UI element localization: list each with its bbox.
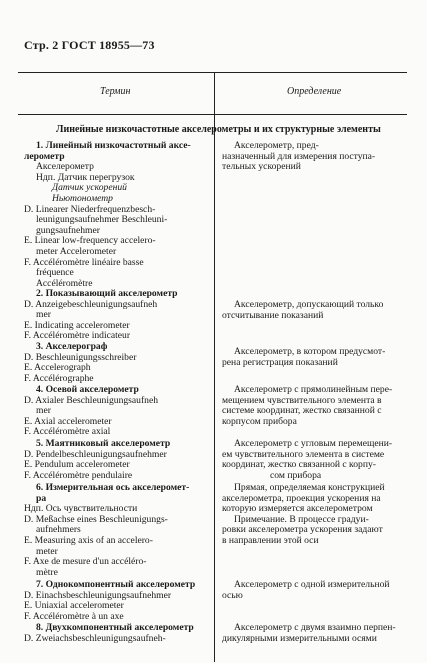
deprecated-term: Ндп. Ось чувствительности — [24, 504, 138, 515]
german-term: D. Zweiachsbeschleunigungsaufneh- — [24, 633, 166, 644]
entry-6-definition — [222, 483, 406, 547]
definition-line: Акселерометр, пред- — [234, 141, 319, 151]
english-term: E. Uniaxial accelerometer — [24, 601, 124, 612]
entry-2-term — [24, 289, 210, 342]
german-term-cont: leunigungsaufnehmer Beschleuni- — [36, 215, 168, 226]
definition-line: корпусом прибора — [222, 416, 297, 427]
definition-line: дикулярными измерительными осями — [222, 633, 377, 644]
german-term: D. Pendelbeschleunigungsaufnehmer — [24, 449, 167, 460]
note-line: ровки акселерометра ускорения задают — [222, 525, 383, 536]
section-title: Линейные низкочастотные акселерометры и их структурные элементы — [56, 124, 381, 135]
german-term-cont: mer — [36, 406, 51, 417]
entry-1-term — [24, 141, 210, 289]
definition-line: Акселерометр с одной измерительной — [234, 580, 390, 590]
german-term-cont: mer — [36, 310, 51, 321]
entry-7-definition — [222, 580, 406, 601]
term-name: 3. Акселерограф — [36, 342, 108, 352]
entry-6-term — [24, 483, 210, 578]
french-term: F. Accéléromètre axial — [24, 427, 111, 438]
definition-line: Акселерометр, допускающий только — [234, 300, 384, 310]
note-line: Примечание. В процессе градуи- — [234, 514, 369, 525]
term-name: 4. Осевой акселерометр — [36, 385, 139, 395]
definition-line: Акселерометр с угловым перемещени- — [234, 439, 393, 449]
definition-line: осью — [222, 590, 243, 601]
deprecated-term: Датчик ускорений — [52, 183, 127, 194]
entry-8-term — [24, 623, 210, 644]
french-term: F. Accélérographe — [24, 373, 94, 384]
term-name: 1. Линейный низкочастотный аксе- — [36, 141, 191, 151]
english-term: E. Pendulum accelerometer — [24, 460, 130, 471]
definition-line: Акселерометр с прямолинейным пере- — [234, 385, 393, 395]
column-header-definition: Определение — [287, 86, 342, 97]
german-term: D. Einachsbeschleunigungsaufnehmer — [24, 590, 172, 601]
term-name: 7. Однокомпонентный акселерометр — [36, 580, 196, 590]
entry-4-definition — [222, 385, 406, 427]
french-term: F. Accéléromètre indicateur — [24, 331, 131, 342]
entry-4-term — [24, 385, 210, 438]
entry-8-definition — [222, 623, 406, 644]
german-term-cont: gungsaufnehmer — [36, 225, 100, 236]
term-name: 8. Двухкомпонентный акселерометр — [36, 623, 194, 633]
term-name: 5. Маятниковый акселерометр — [36, 439, 171, 449]
definition-line: назначенный для измерения поступа- — [222, 151, 376, 162]
french-term: F. Accéléromètre pendulaire — [24, 470, 133, 481]
definition-line: координат, жестко связанной с корпу- — [222, 460, 376, 471]
definition-line: акселерометра, проекция ускорения на — [222, 493, 381, 504]
entry-3-term — [24, 342, 210, 384]
definition-line: ем чувствительного элемента в системе — [222, 449, 385, 460]
english-term: E. Measuring axis of an accelero- — [24, 535, 153, 546]
german-term: D. Meßachse eines Beschleunigungs- — [24, 514, 168, 525]
deprecated-term: Ндп. Датчик перегрузок — [36, 172, 135, 183]
entry-5-term — [24, 439, 210, 481]
term-name: 6. Измерительная ось акселеромет- — [36, 483, 190, 493]
definition-line: которую измеряется акселерометром — [222, 504, 373, 515]
english-term: E. Accelerograph — [24, 363, 91, 374]
deprecated-term: Ньютонометр — [52, 193, 113, 204]
term-name-cont: ра — [36, 493, 47, 504]
definition-line: тельных ускорений — [222, 162, 301, 173]
definition-line: отсчитывание показаний — [222, 310, 324, 321]
definition-line: системе координат, жестко связанной с — [222, 406, 382, 417]
page-header: Стр. 2 ГОСТ 18955—73 — [24, 38, 155, 52]
german-term: D. Anzeigebeschleunigungsaufneh — [24, 299, 158, 310]
english-term: E. Linear low-frequency accelero- — [24, 236, 156, 247]
short-term: Акселерометр — [36, 162, 94, 173]
entry-1-definition — [222, 141, 406, 173]
french-term: F. Axe de mesure d'un accéléro- — [24, 557, 147, 568]
definition-line: рена регистрация показаний — [222, 357, 338, 368]
definition-line: Акселерометр с двумя взаимно перпен- — [234, 623, 396, 633]
term-name-cont: лерометр — [24, 151, 65, 162]
column-header-term: Термин — [100, 86, 131, 97]
german-term: D. Beschleunigungsschreiber — [24, 352, 137, 363]
term-name: 2. Показывающий акселерометр — [36, 289, 178, 299]
french-term-cont: Accéléromètre — [36, 278, 93, 289]
definition-line: сом прибора — [270, 470, 322, 481]
english-term: E. Indicating accelerometer — [24, 320, 130, 331]
definition-line: мещением чувствительного элемента в — [222, 395, 382, 406]
german-term: D. Linearer Niederfrequenzbesch- — [24, 204, 156, 215]
definition-line: Акселерометр, в котором предусмот- — [234, 347, 386, 357]
definition-line: Прямая, определяемая конструкцией — [234, 483, 385, 493]
german-term-cont: aufnehmers — [36, 525, 81, 536]
entry-3-definition — [222, 347, 406, 368]
french-term-cont: fréquence — [36, 268, 74, 279]
header-divider — [18, 114, 407, 115]
entry-2-definition — [222, 300, 406, 321]
column-divider — [214, 72, 215, 662]
english-term-cont: meter Accelerometer — [36, 246, 117, 257]
french-term: F. Accéléromètre linéaire basse — [24, 257, 144, 268]
english-term: E. Axial accelerometer — [24, 416, 112, 427]
german-term: D. Axialer Beschleunigungsaufneh — [24, 395, 159, 406]
french-term-cont: mètre — [36, 567, 58, 578]
english-term-cont: meter — [36, 546, 58, 557]
note-line: в направлении этой оси — [222, 535, 319, 546]
entry-5-definition — [222, 439, 406, 481]
french-term: F. Accéléromètre à un axe — [24, 611, 124, 622]
entry-7-term — [24, 580, 210, 622]
